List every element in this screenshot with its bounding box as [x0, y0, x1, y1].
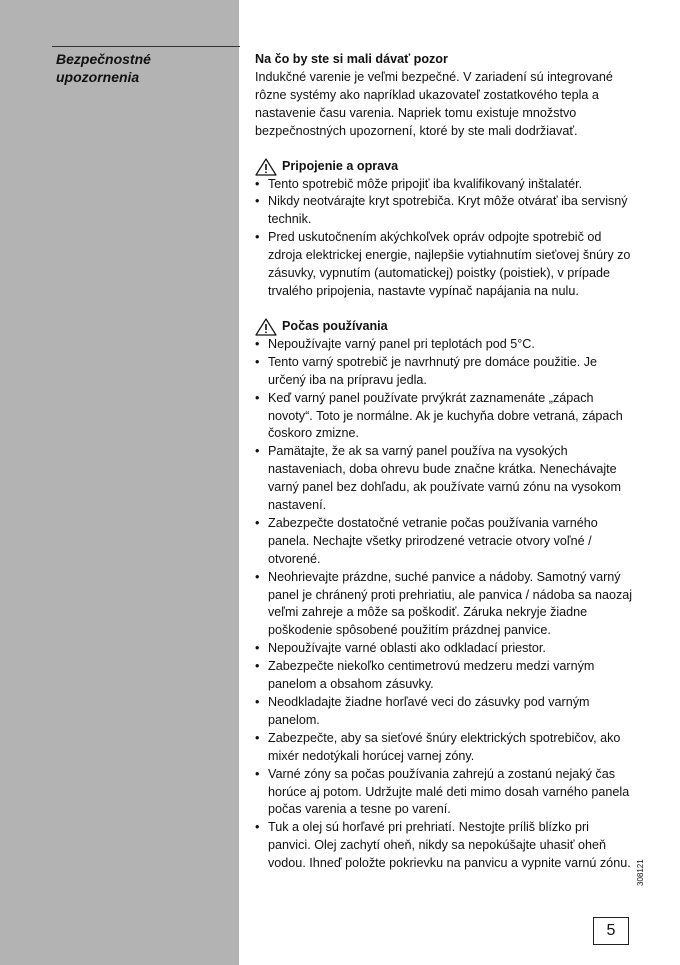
- list-item: • Pamätajte, že ak sa varný panel používa na vysokých nastaveniach, doba ohrevu bude značne krátka. Nenechávajte varný panel bez dohľadu, ak používate varnú zónu na vysokom nastavení.: [255, 443, 635, 515]
- list-item: • Nepoužívajte varný panel pri teplotách pod 5°C.: [255, 336, 635, 354]
- left-margin-column: [0, 0, 239, 965]
- warning-triangle-icon: [255, 158, 277, 176]
- section-heading-text: Pripojenie a oprava: [282, 158, 399, 173]
- list-item: • Neodkladajte žiadne horľavé veci do zásuvky pod varným panelom.: [255, 694, 635, 730]
- list-item: • Keď varný panel používate prvýkrát zaznamenáte „zápach novoty“. Toto je normálne. Ak je kuchyňa dobre vetraná, zápach čoskoro zmizne.: [255, 390, 635, 444]
- list-item: • Nepoužívajte varné oblasti ako odkladací priestor.: [255, 640, 635, 658]
- list-item: • Tento varný spotrebič je navrhnutý pre domáce použitie. Je určený iba na prípravu jedla.: [255, 354, 635, 390]
- list-item: • Pred uskutočnením akýchkoľvek opráv odpojte spotrebič od zdroja elektrickej energie, najlepšie vytiahnutím sieťovej šnúry zo zásuvky, vypnutím (automatickej) poistky (poistiek), v prípade trvalého pripojenia, nastavte vypínač napájania na nulu.: [255, 229, 635, 301]
- document-code: 308121: [636, 859, 645, 886]
- side-heading: [56, 50, 231, 86]
- section-connection-repair: [255, 158, 635, 301]
- section-rule: [52, 46, 240, 47]
- main-content: [255, 51, 635, 873]
- warning-triangle-icon: [255, 318, 277, 336]
- intro-title: Na čo by ste si mali dávať pozor: [255, 52, 448, 66]
- list-item: • Neohrievajte prázdne, suché panvice a nádoby. Samotný varný panel je chránený proti prehriatiu, ale panvica / nádoba sa naozaj veľmi zahreje a môže sa poškodiť. Záruka nekryje žiadne poškodenie spôsobené použitím prázdnej panvice.: [255, 569, 635, 641]
- list-item: • Zabezpečte, aby sa sieťové šnúry elektrických spotrebičov, ako mixér nedotýkali horúcej varnej zóny.: [255, 730, 635, 766]
- side-heading-line-1: Bezpečnostné: [56, 51, 151, 67]
- list-item: • Tento spotrebič môže pripojiť iba kvalifikovaný inštalatér.: [255, 176, 635, 194]
- section-heading: [255, 318, 635, 336]
- list-item: • Zabezpečte dostatočné vetranie počas používania varného panela. Nechajte všetky prirodzené vetracie otvory voľné / otvorené.: [255, 515, 635, 569]
- side-heading-line-2: upozornenia: [56, 69, 140, 85]
- list-item: • Zabezpečte niekoľko centimetrovú medzeru medzi varným panelom a obsahom zásuvky.: [255, 658, 635, 694]
- list-item: • Varné zóny sa počas používania zahrejú a zostanú nejaký čas horúce aj potom. Udržujte malé deti mimo dosah varného panela počas varenia a tesne po varení.: [255, 766, 635, 820]
- page-number: 5: [593, 917, 629, 945]
- intro-text: Indukčné varenie je veľmi bezpečné. V zariadení sú integrované rôzne systémy ako napríklad ukazovateľ zostatkového tepla a nastavenie času varenia. Napriek tomu existuje množstvo bezpečnostných upozornení, ktoré by ste mali dodržiavať.: [255, 69, 613, 138]
- section-during-use: [255, 318, 635, 873]
- section-heading: [255, 158, 635, 176]
- bullet-list: [255, 336, 635, 873]
- list-item: • Tuk a olej sú horľavé pri prehriatí. Nestojte príliš blízko pri panvici. Olej zachytí oheň, nikdy sa nepokúšajte uhasiť oheň vodou. Ihneď položte pokrievku na panvicu a vypnite varnú zónu.: [255, 819, 635, 873]
- list-item: • Nikdy neotvárajte kryt spotrebiča. Kryt môže otvárať iba servisný technik.: [255, 193, 635, 229]
- bullet-list: [255, 176, 635, 301]
- section-heading-text: Počas používania: [282, 318, 388, 333]
